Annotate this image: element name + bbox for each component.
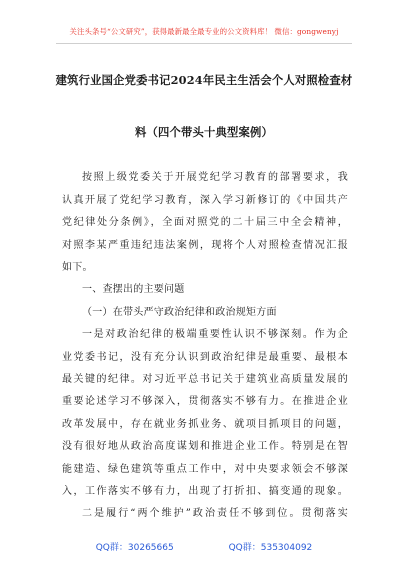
paragraph-line: 对照李某严重违纪违法案例，现将个人对照检查情况汇报 xyxy=(62,240,348,251)
paragraph-line: 按照上级党委关于开展党纪学习教育的部署要求，我 xyxy=(82,172,348,183)
paragraph-line: 二是履行“两个维护”政治责任不够到位。贯彻落实 xyxy=(82,508,348,519)
paragraph-line: 如下。 xyxy=(62,262,93,273)
subsection-heading: （一）在带头严守政治纪律和政治规矩方面 xyxy=(82,307,277,318)
paragraph-line: 能建造、绿色建筑等重点工作中，对中央要求领会不够深 xyxy=(62,464,348,475)
paragraph-line: 党纪律处分条例》，全面对照党的二十届三中全会精神， xyxy=(62,217,348,228)
qq-group-1: QQ群：30265665 xyxy=(95,543,174,553)
paragraph-line: 入，工作落实不够有力，出现了打折扣、搞变通的现象。 xyxy=(62,486,348,497)
paragraph-line: 一是对政治纪律的极端重要性认识不够深刻。作为企 xyxy=(82,329,348,340)
qq-group-2: QQ群：535304092 xyxy=(228,543,313,553)
paragraph-line: 没有很好地从政治高度谋划和推进企业工作。特别是在智 xyxy=(62,441,348,452)
header-banner: 关注头条号“公文研究”，获得最新最全最专业的公文资料库！ 微信：gongwenyj xyxy=(69,27,339,36)
paragraph-line: 业党委书记，没有充分认识到政治纪律是最重要、最根本 xyxy=(62,352,348,363)
document-title-line-2: 料（四个带头十典型案例） xyxy=(135,125,273,139)
header-divider xyxy=(56,43,352,44)
section-heading: 一、查摆出的主要问题 xyxy=(82,284,185,295)
paragraph-line: 重要论述学习不够深入，贯彻落实不够有力。在推进企业 xyxy=(62,396,348,407)
footer-contact xyxy=(0,540,408,553)
paragraph-line: 改革发展中，存在就业务抓业务、就项目抓项目的问题， xyxy=(62,419,348,430)
document-title-line-1: 建筑行业国企党委书记2024年民主生活会个人对照检查材 xyxy=(55,73,353,87)
paragraph-line: 最关键的纪律。对习近平总书记关于建筑业高质量发展的 xyxy=(62,374,348,385)
paragraph-line: 认真开展了党纪学习教育，深入学习新修订的《中国共产 xyxy=(62,195,348,206)
